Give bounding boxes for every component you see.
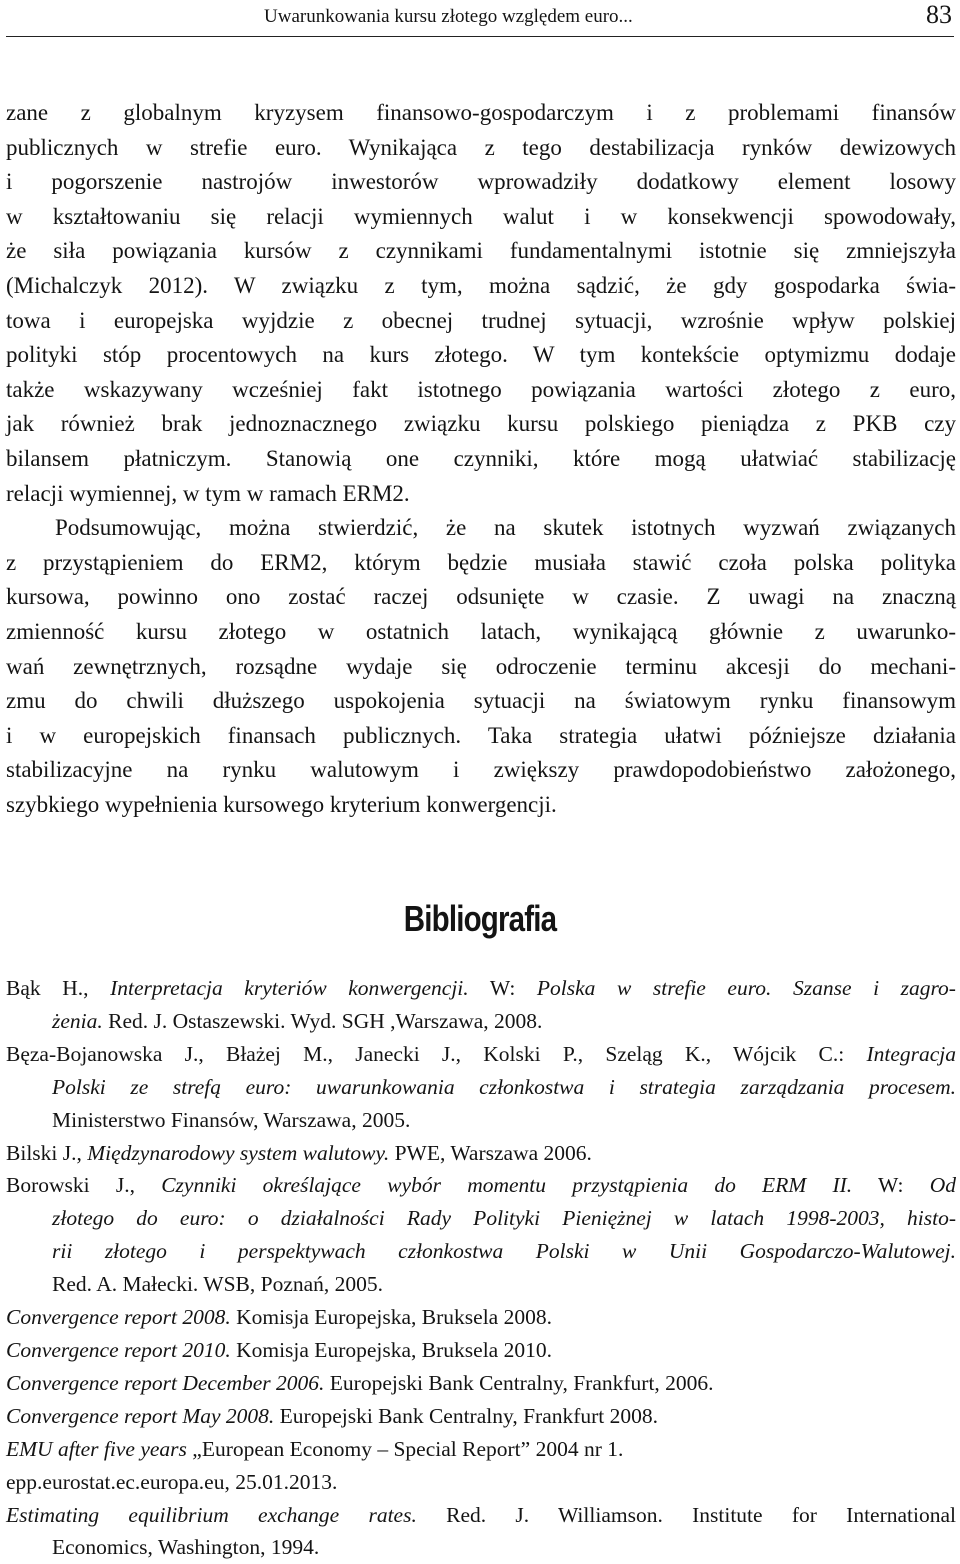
bibliography-entry — [6, 972, 956, 1038]
bibliography-line — [6, 1433, 956, 1466]
bibliography-line — [6, 1005, 956, 1038]
paragraph-2 — [6, 511, 956, 822]
text-line: relacji wymiennej, w tym w ramach ERM2. — [6, 477, 956, 512]
bibliography-line — [6, 1104, 956, 1137]
bibliography-line — [6, 1235, 956, 1268]
text-line: publicznych w strefie euro. Wynikająca z tego destabilizacja rynków dewizowych — [6, 131, 956, 166]
italic-text: Integracja — [866, 1042, 956, 1066]
italic-text: Czynniki określające wybór momentu przystąpienia do ERM II. — [161, 1173, 852, 1197]
bibliography-entry — [6, 1499, 956, 1564]
italic-text: EMU after five years — [6, 1437, 187, 1461]
bibliography-line — [6, 1137, 956, 1170]
text-segment: Red. J. Williamson. Institute for International — [417, 1503, 956, 1527]
bibliography-line — [6, 1466, 956, 1499]
bibliography-line — [6, 972, 956, 1005]
text-line: także wskazywany wcześniej fakt istotnego powiązania wartości złotego z euro, — [6, 373, 956, 408]
text-line: polityki stóp procentowych na kurs złotego. W tym kontekście optymizmu dodaje — [6, 338, 956, 373]
italic-text: żenia. — [52, 1009, 103, 1033]
text-line: (Michalczyk 2012). W związku z tym, można sądzić, że gdy gospodarka świa- — [6, 269, 956, 304]
running-title: Uwarunkowania kursu złotego względem euro... — [264, 6, 633, 28]
text-segment: W: — [852, 1173, 930, 1197]
bibliography-line — [6, 1169, 956, 1202]
italic-text: Polski ze strefą euro: uwarunkowania członkostwa i strategia zarządzania procesem. — [52, 1075, 956, 1099]
bibliography-line — [6, 1038, 956, 1071]
bibliography-entry — [6, 1038, 956, 1137]
section-heading: Bibliografia — [86, 898, 873, 940]
italic-text: rii złotego i perspektywach członkostwa Polski w Unii Gospodarczo-Walutowej. — [52, 1239, 956, 1263]
text-segment: Ministerstwo Finansów, Warszawa, 2005. — [52, 1108, 410, 1132]
bibliography-entry — [6, 1466, 956, 1499]
italic-text: Międzynarodowy system walutowy. — [87, 1141, 389, 1165]
bibliography-entry — [6, 1334, 956, 1367]
bibliography-entry — [6, 1400, 956, 1433]
text-line: i pogorszenie nastrojów inwestorów wprowadziły dodatkowy element losowy — [6, 165, 956, 200]
italic-text: złotego do euro: o działalności Rady Polityki Pieniężnej w latach 1998-2003, histo- — [52, 1206, 956, 1230]
bibliography-line — [6, 1367, 956, 1400]
text-segment: Economics, Washington, 1994. — [52, 1535, 319, 1559]
bibliography-line — [6, 1334, 956, 1367]
text-line: kursowa, powinno ono zostać raczej odsunięte w czasie. Z uwagi na znaczną — [6, 580, 956, 615]
bibliography-entry — [6, 1433, 956, 1466]
bibliography-line — [6, 1268, 956, 1301]
text-segment: „European Economy – Special Report” 2004 nr 1. — [187, 1437, 623, 1461]
italic-text: Convergence report May 2008. — [6, 1404, 274, 1428]
text-line: z przystąpieniem do ERM2, którym będzie musiała stawić czoła polska polityka — [6, 546, 956, 581]
bibliography-line — [6, 1301, 956, 1334]
text-line: jak również brak jednoznacznego związku kursu polskiego pieniądza z PKB czy — [6, 407, 956, 442]
bibliography-line — [6, 1531, 956, 1564]
bibliography-entry — [6, 1137, 956, 1170]
italic-text: Convergence report 2008. — [6, 1305, 231, 1329]
bibliography-entry — [6, 1367, 956, 1400]
paragraph-1 — [6, 96, 956, 511]
text-line: stabilizacyjne na rynku walutowym i zwiększy prawdopodobieństwo założonego, — [6, 753, 956, 788]
text-segment: Bilski J., — [6, 1141, 87, 1165]
text-line: i w europejskich finansach publicznych. Taka strategia ułatwi późniejsze działania — [6, 719, 956, 754]
bibliography-list — [6, 972, 956, 1564]
italic-text: Od — [930, 1173, 956, 1197]
text-line: w kształtowaniu się relacji wymiennych walut i w konsekwencji spowodowały, — [6, 200, 956, 235]
text-segment: Red. A. Małecki. WSB, Poznań, 2005. — [52, 1272, 383, 1296]
italic-text: Estimating equilibrium exchange rates. — [6, 1503, 417, 1527]
text-line: szybkiego wypełnienia kursowego kryterium konwergencji. — [6, 788, 956, 823]
text-segment: Red. J. Ostaszewski. Wyd. SGH ,Warszawa, 2008. — [103, 1009, 543, 1033]
italic-text: Interpretacja kryteriów konwergencji. — [110, 976, 469, 1000]
running-header — [6, 0, 954, 37]
text-segment: Borowski J., — [6, 1173, 161, 1197]
italic-text: Convergence report 2010. — [6, 1338, 231, 1362]
italic-text: Convergence report December 2006. — [6, 1371, 324, 1395]
text-segment: Komisja Europejska, Bruksela 2010. — [231, 1338, 552, 1362]
text-line: że siła powiązania kursów z czynnikami fundamentalnymi istotnie się zmniejszyła — [6, 234, 956, 269]
bibliography-entry — [6, 1301, 956, 1334]
text-segment: W: — [469, 976, 537, 1000]
bibliography-entry — [6, 1169, 956, 1301]
bibliography-line — [6, 1499, 956, 1532]
text-segment: Bęza-Bojanowska J., Błażej M., Janecki J., Kolski P., Szeląg K., Wójcik C.: — [6, 1042, 866, 1066]
text-line: zmu do chwili dłuższego uspokojenia sytuacji na światowym rynku finansowym — [6, 684, 956, 719]
text-line: wań zewnętrznych, rozsądne wydaje się odroczenie terminu akcesji do mechani- — [6, 650, 956, 685]
text-segment: epp.eurostat.ec.europa.eu, 25.01.2013. — [6, 1470, 337, 1494]
text-line: Podsumowując, można stwierdzić, że na skutek istotnych wyzwań związanych — [6, 511, 956, 546]
page-number: 83 — [926, 0, 952, 30]
text-line: zmienność kursu złotego w ostatnich latach, wynikającą głównie z uwarunko- — [6, 615, 956, 650]
text-line: zane z globalnym kryzysem finansowo-gospodarczym i z problemami finansów — [6, 96, 956, 131]
text-segment: Europejski Bank Centralny, Frankfurt 2008. — [274, 1404, 658, 1428]
text-segment: Europejski Bank Centralny, Frankfurt, 2006. — [324, 1371, 713, 1395]
text-line: towa i europejska wyjdzie z obecnej trudnej sytuacji, wzrośnie wpływ polskiej — [6, 304, 956, 339]
bibliography-line — [6, 1400, 956, 1433]
text-segment: Bąk H., — [6, 976, 110, 1000]
text-segment: Komisja Europejska, Bruksela 2008. — [231, 1305, 552, 1329]
text-line: bilansem płatniczym. Stanowią one czynniki, które mogą ułatwiać stabilizację — [6, 442, 956, 477]
italic-text: Polska w strefie euro. Szanse i zagro- — [537, 976, 956, 1000]
bibliography-line — [6, 1202, 956, 1235]
main-text — [6, 96, 956, 822]
bibliography-line — [6, 1071, 956, 1104]
text-segment: PWE, Warszawa 2006. — [389, 1141, 592, 1165]
